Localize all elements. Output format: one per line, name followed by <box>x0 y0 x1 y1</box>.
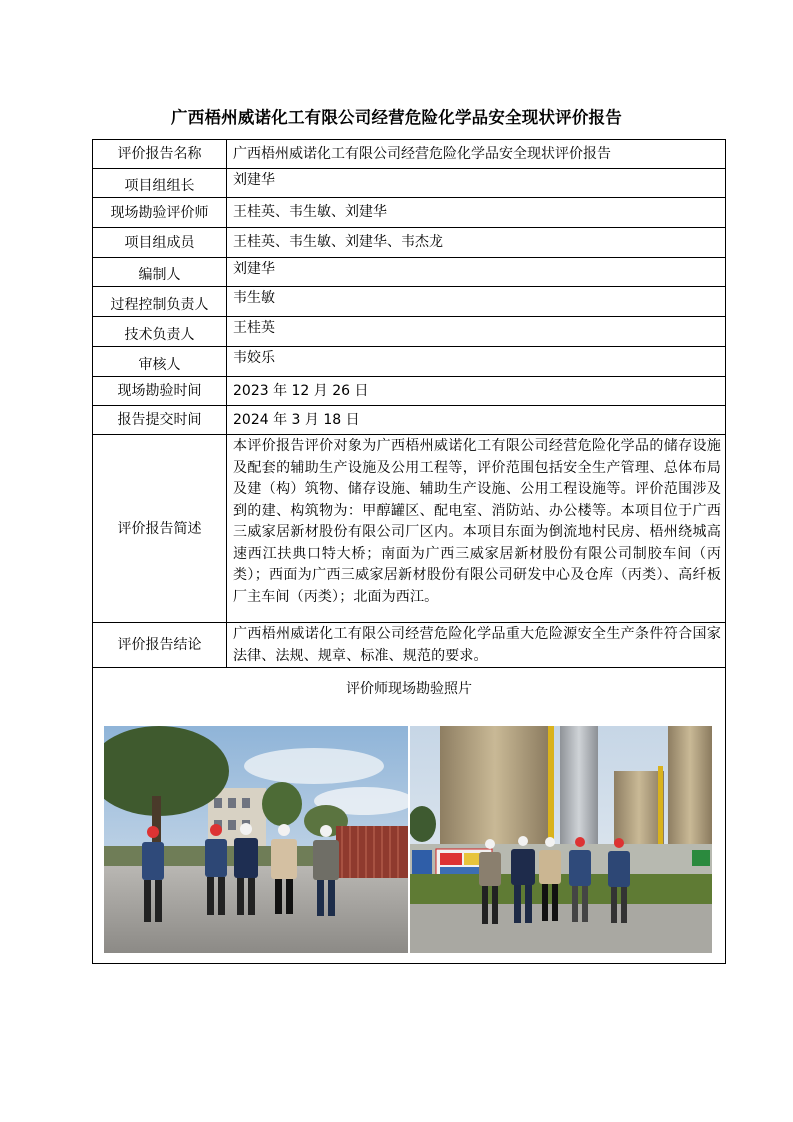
table-row <box>93 377 726 406</box>
site-photo-tank-group-icon <box>410 726 712 953</box>
row-label-compiler: 编制人 <box>93 258 227 287</box>
table-row <box>93 258 726 287</box>
row-label-process-control: 过程控制负责人 <box>93 287 227 317</box>
document-title: 广西梧州威诺化工有限公司经营危险化学品安全现状评价报告 <box>171 108 622 127</box>
row-value-reviewer: 韦姣乐 <box>227 347 726 377</box>
row-label-technical-lead: 技术负责人 <box>93 317 227 347</box>
table-row <box>93 287 726 317</box>
table-row <box>93 347 726 377</box>
row-value-site-assessors: 王桂英、韦生敏、刘建华 <box>227 198 726 228</box>
row-label-report-name: 评价报告名称 <box>93 140 227 169</box>
summary-text: 本评价报告评价对象为广西梧州威诺化工有限公司经营危险化学品的储存设施及配套的辅助生产设施及公用工程等，评价范围包括安全生产管理、总体布局及建（构）筑物、储存设施、辅助生产设施、公用工程设施等。评价范围涉及到的建、构筑物为：甲醇罐区、配电室、消防站、办公楼等。本项目位于广西三威家居新材股份有限公司厂区内。本项目东面为倒流地村民房、梧州绕城高速西江扶典口特大桥；南面为广西三威家居新材股份有限公司制胶车间（丙类）；西面为广西三威家居新材股份有限公司研发中心及仓库（丙类）、高纤板厂主车间（丙类）；北面为西江。 <box>233 438 721 605</box>
table-row <box>93 406 726 435</box>
row-label-site-assessors: 现场勘验评价师 <box>93 198 227 228</box>
row-label-team-leader: 项目组组长 <box>93 169 227 198</box>
table-row <box>93 668 726 964</box>
row-value-site-date: 2023 年 12 月 26 日 <box>227 377 726 406</box>
conclusion-text: 广西梧州威诺化工有限公司经营危险化学品重大危险源安全生产条件符合国家法律、法规、规章、标准、规范的要求。 <box>233 626 721 664</box>
row-label-team-members: 项目组成员 <box>93 228 227 258</box>
row-value-team-leader: 刘建华 <box>227 169 726 198</box>
row-label-reviewer: 审核人 <box>93 347 227 377</box>
row-value-process-control: 韦生敏 <box>227 287 726 317</box>
row-value-technical-lead: 王桂英 <box>227 317 726 347</box>
site-photo-road-group-icon <box>104 726 408 953</box>
table-row <box>93 140 726 169</box>
row-label-submit-date: 报告提交时间 <box>93 406 227 435</box>
row-value-team-members: 王桂英、韦生敏、刘建华、韦杰龙 <box>227 228 726 258</box>
site-photo-right <box>410 726 712 953</box>
row-value-report-name: 广西梧州威诺化工有限公司经营危险化学品安全现状评价报告 <box>227 140 726 169</box>
table-row <box>93 623 726 668</box>
table-row <box>93 435 726 623</box>
row-value-submit-date: 2024 年 3 月 18 日 <box>227 406 726 435</box>
photo-cell <box>93 668 726 964</box>
row-value-summary <box>227 435 726 623</box>
table-row <box>93 169 726 198</box>
row-label-conclusion: 评价报告结论 <box>93 623 227 668</box>
row-label-summary: 评价报告简述 <box>93 435 227 623</box>
row-value-compiler: 刘建华 <box>227 258 726 287</box>
site-photo-left <box>104 726 408 953</box>
photo-caption: 评价师现场勘验照片 <box>346 681 472 697</box>
table-row <box>93 317 726 347</box>
table-row <box>93 228 726 258</box>
row-value-conclusion <box>227 623 726 668</box>
table-row <box>93 198 726 228</box>
report-info-table <box>92 139 726 964</box>
row-label-site-date: 现场勘验时间 <box>93 377 227 406</box>
